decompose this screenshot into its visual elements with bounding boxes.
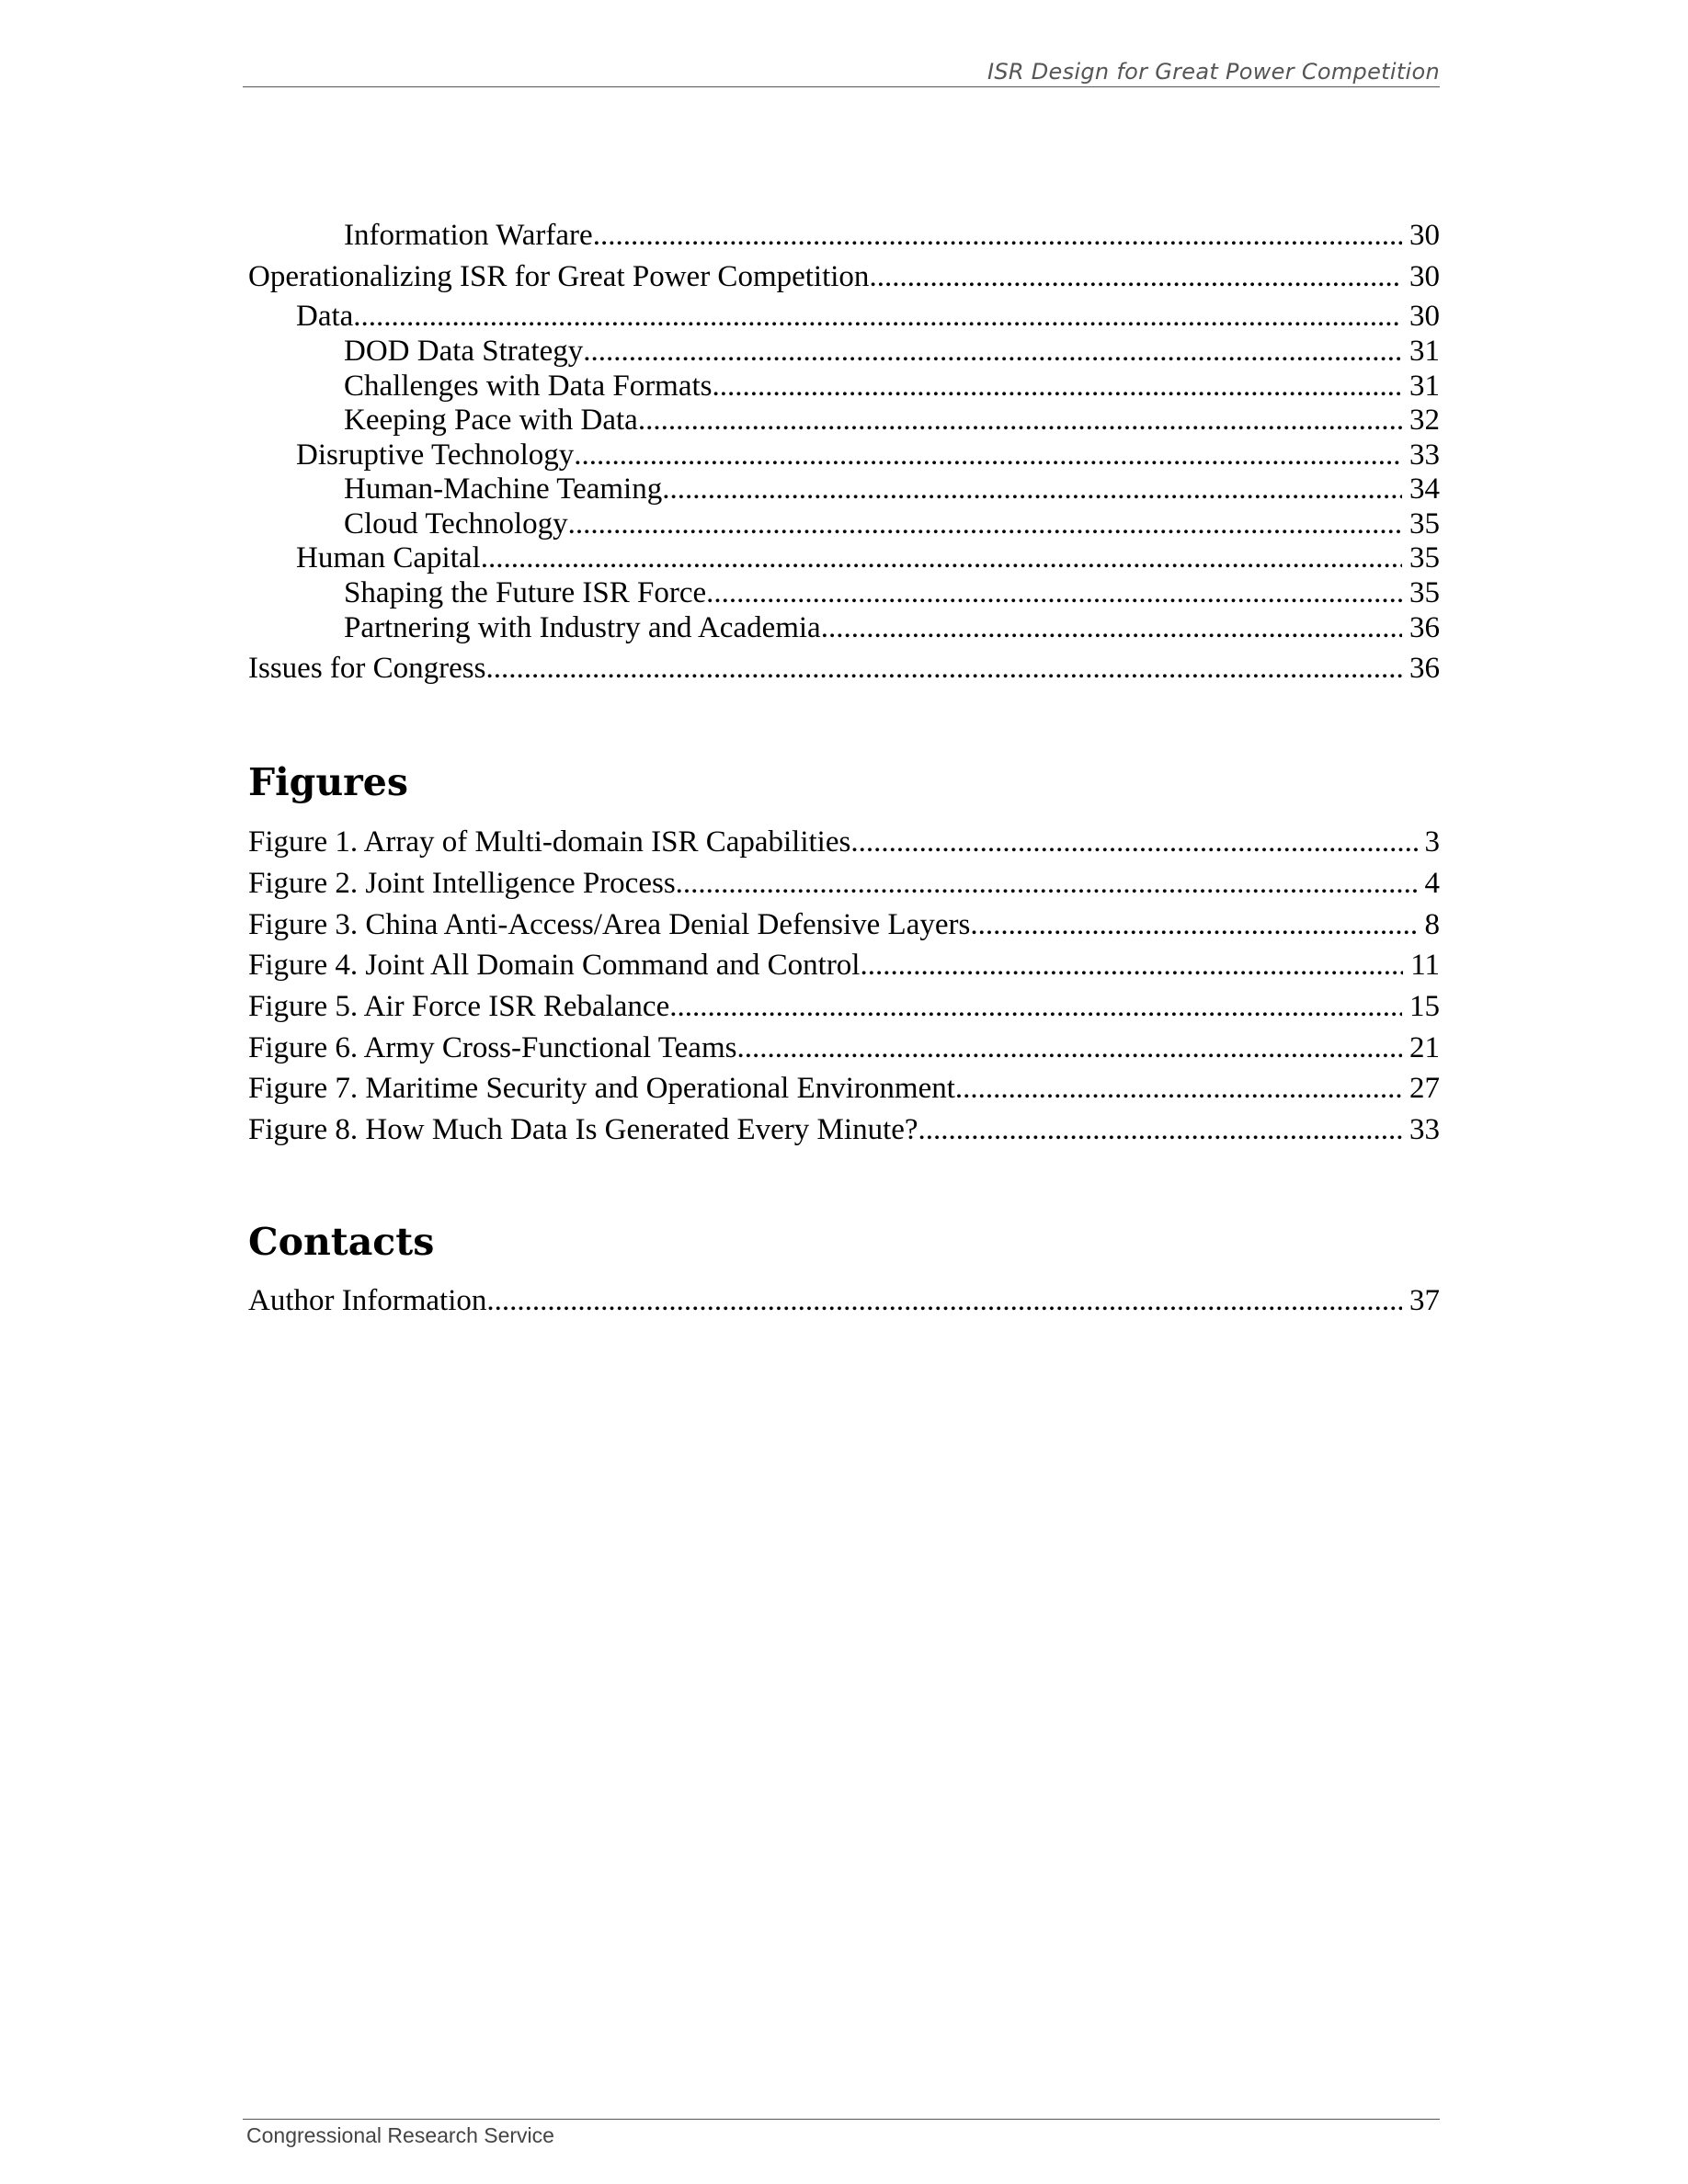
figure-entry-page: 3 bbox=[1424, 825, 1440, 859]
figure-entry[interactable] bbox=[248, 908, 1440, 949]
dot-leader bbox=[574, 438, 1402, 472]
toc-entry-page: 35 bbox=[1409, 576, 1440, 609]
dot-leader bbox=[821, 611, 1402, 645]
dot-leader bbox=[706, 576, 1402, 610]
figure-entry-label: Figure 6. Army Cross-Functional Teams bbox=[248, 1031, 737, 1064]
toc-entry[interactable] bbox=[248, 219, 1440, 260]
figure-entry-label: Figure 7. Maritime Security and Operational Environment bbox=[248, 1072, 955, 1105]
dot-leader bbox=[481, 541, 1402, 575]
figure-entry[interactable] bbox=[248, 825, 1440, 867]
dot-leader bbox=[486, 1284, 1402, 1318]
toc-entry-page: 36 bbox=[1409, 652, 1440, 685]
toc-entry[interactable] bbox=[248, 404, 1440, 438]
figure-entry-label: Figure 3. China Anti-Access/Area Denial Defensive Layers bbox=[248, 908, 971, 941]
contact-entry-label: Author Information bbox=[248, 1284, 487, 1317]
toc-entry-label: Partnering with Industry and Academia bbox=[344, 611, 821, 644]
toc-entry-page: 36 bbox=[1409, 611, 1440, 644]
toc-entry-page: 32 bbox=[1409, 404, 1440, 437]
dot-leader bbox=[955, 1072, 1402, 1106]
dot-leader bbox=[860, 949, 1403, 983]
toc-entry-page: 35 bbox=[1409, 507, 1440, 540]
dot-leader bbox=[662, 472, 1402, 506]
figure-entry-page: 21 bbox=[1409, 1031, 1440, 1064]
figures-heading: Figures bbox=[248, 760, 408, 804]
toc-entry[interactable] bbox=[248, 576, 1440, 611]
figure-entry[interactable] bbox=[248, 1113, 1440, 1155]
dot-leader bbox=[676, 867, 1418, 901]
dot-leader bbox=[869, 260, 1402, 294]
figure-entry-label: Figure 8. How Much Data Is Generated Every Minute? bbox=[248, 1113, 918, 1146]
toc-entry-label: Challenges with Data Formats bbox=[344, 370, 713, 403]
dot-leader bbox=[918, 1113, 1402, 1147]
dot-leader bbox=[568, 507, 1402, 541]
figure-entry-page: 15 bbox=[1409, 990, 1440, 1023]
toc-entry-page: 31 bbox=[1409, 370, 1440, 403]
toc-entry-page: 30 bbox=[1409, 219, 1440, 252]
toc-entry-page: 30 bbox=[1409, 300, 1440, 333]
toc-entry-label: Human-Machine Teaming bbox=[344, 472, 663, 506]
toc-entry-label: Shaping the Future ISR Force bbox=[344, 576, 707, 609]
toc-entry[interactable] bbox=[248, 611, 1440, 652]
toc-entry[interactable] bbox=[248, 507, 1440, 541]
toc-entry-page: 31 bbox=[1409, 335, 1440, 368]
toc-entry-label: DOD Data Strategy bbox=[344, 335, 584, 368]
figure-entry-page: 27 bbox=[1409, 1072, 1440, 1105]
figure-entry-page: 8 bbox=[1424, 908, 1440, 941]
toc-entry-label: Information Warfare bbox=[344, 219, 593, 252]
figure-entry-page: 11 bbox=[1410, 949, 1440, 982]
toc-entry-label: Issues for Congress bbox=[248, 652, 486, 685]
toc-entry-page: 30 bbox=[1409, 260, 1440, 293]
dot-leader bbox=[593, 219, 1402, 253]
toc-entry-label: Disruptive Technology bbox=[296, 438, 575, 472]
running-header: ISR Design for Great Power Competition bbox=[987, 59, 1440, 85]
toc-entry-page: 35 bbox=[1409, 541, 1440, 574]
figure-entry[interactable] bbox=[248, 1072, 1440, 1113]
dot-leader bbox=[638, 404, 1402, 438]
dot-leader bbox=[669, 990, 1402, 1024]
toc-entry[interactable] bbox=[248, 541, 1440, 576]
toc-entry[interactable] bbox=[248, 260, 1440, 300]
dot-leader bbox=[583, 335, 1402, 369]
contact-entry-page: 37 bbox=[1409, 1284, 1440, 1317]
toc-entry[interactable] bbox=[248, 652, 1440, 692]
toc-entry-label: Cloud Technology bbox=[344, 507, 568, 540]
toc-entry[interactable] bbox=[248, 438, 1440, 472]
contacts-list bbox=[248, 1284, 1440, 1325]
toc-entry-page: 34 bbox=[1409, 472, 1440, 506]
dot-leader bbox=[353, 300, 1402, 334]
figures-list bbox=[248, 825, 1440, 1155]
toc-block bbox=[248, 219, 1440, 692]
toc-entry-label: Data bbox=[296, 300, 354, 333]
contacts-heading: Contacts bbox=[248, 1220, 435, 1264]
figure-entry-label: Figure 1. Array of Multi-domain ISR Capabilities bbox=[248, 825, 851, 859]
running-footer: Congressional Research Service bbox=[246, 2123, 554, 2147]
figure-entry-label: Figure 4. Joint All Domain Command and Control bbox=[248, 949, 861, 982]
toc-entry-label: Keeping Pace with Data bbox=[344, 404, 638, 437]
dot-leader bbox=[485, 652, 1402, 686]
contact-entry[interactable] bbox=[248, 1284, 1440, 1325]
figure-entry-label: Figure 5. Air Force ISR Rebalance bbox=[248, 990, 670, 1023]
dot-leader bbox=[970, 908, 1417, 942]
dot-leader bbox=[850, 825, 1417, 859]
figure-entry-page: 4 bbox=[1424, 867, 1440, 900]
figure-entry[interactable] bbox=[248, 990, 1440, 1031]
dot-leader bbox=[713, 370, 1402, 404]
toc-entry[interactable] bbox=[248, 300, 1440, 335]
dot-leader bbox=[736, 1031, 1402, 1065]
toc-entry[interactable] bbox=[248, 370, 1440, 404]
toc-entry-label: Human Capital bbox=[296, 541, 481, 574]
toc-entry[interactable] bbox=[248, 335, 1440, 370]
footer-rule bbox=[243, 2119, 1440, 2120]
header-rule bbox=[243, 86, 1440, 87]
figure-entry-page: 33 bbox=[1409, 1113, 1440, 1146]
figure-entry[interactable] bbox=[248, 867, 1440, 908]
toc-entry-page: 33 bbox=[1409, 438, 1440, 472]
figure-entry-label: Figure 2. Joint Intelligence Process bbox=[248, 867, 676, 900]
figure-entry[interactable] bbox=[248, 949, 1440, 990]
toc-entry-label: Operationalizing ISR for Great Power Competition bbox=[248, 260, 870, 293]
figure-entry[interactable] bbox=[248, 1031, 1440, 1072]
toc-entry[interactable] bbox=[248, 472, 1440, 507]
